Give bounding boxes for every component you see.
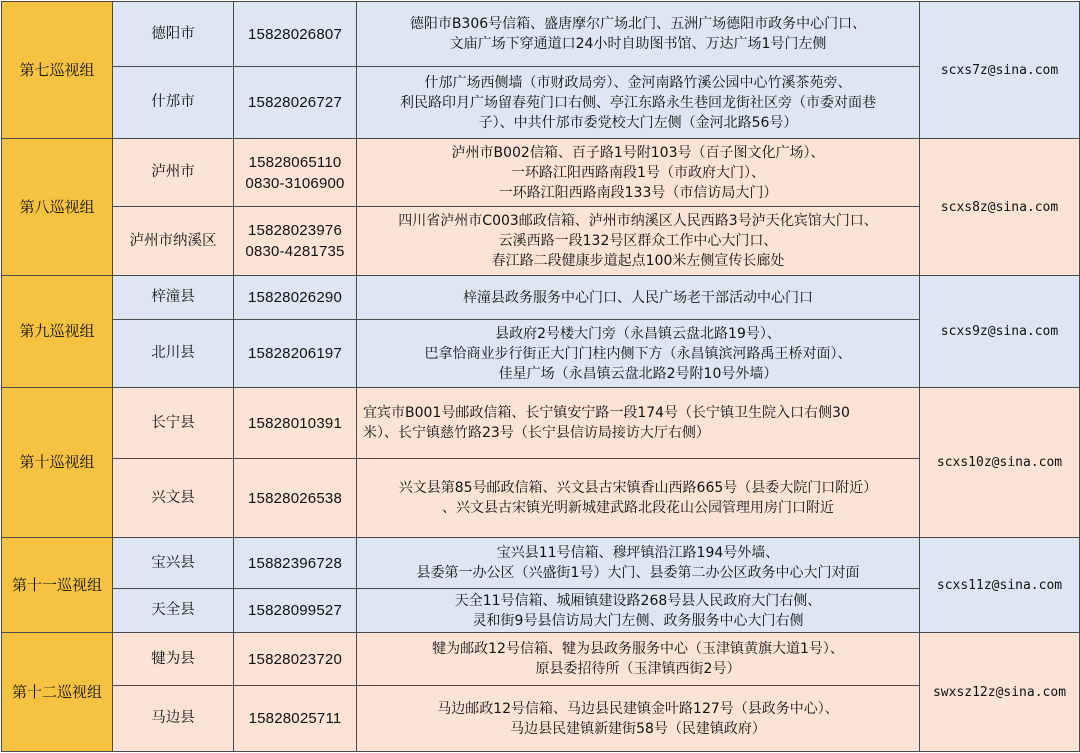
report-address: 什邡广场西侧墙（市财政局旁）、金河南路竹溪公园中心竹溪茶苑旁、 利民路印月广场留春苑门口右侧、亭江东路永生巷回龙街社区旁（市委对面巷 子）、中共什邡市委党校大门左侧（金河北路56号） (357, 67, 920, 139)
table-row (2, 388, 1080, 459)
place-name: 梓潼县 (113, 276, 234, 320)
phone-number: 15828065110 0830-3106900 (234, 139, 357, 207)
report-email: scxs8z@sina.com (920, 139, 1080, 276)
report-address: 宜宾市B001号邮政信箱、长宁镇安宁路一段174号（长宁镇卫生院入口右侧30 米）、长宁镇慈竹路23号（长宁县信访局接访大厅右侧） (357, 388, 920, 459)
table-row (2, 207, 1080, 276)
report-address: 犍为邮政12号信箱、犍为县政务服务中心（玉津镇黄旗大道1号）、 原县委招待所（玉津镇西街2号） (357, 633, 920, 686)
phone-number: 15828026290 (234, 276, 357, 320)
group-name: 第十一巡视组 (2, 538, 113, 633)
group-name: 第十二巡视组 (2, 633, 113, 752)
phone-number: 15828026538 (234, 459, 357, 538)
report-address: 宝兴县11号信箱、穆坪镇沿江路194号外墙、 县委第一办公区（兴盛街1号）大门、县委第二办公区政务中心大门对面 (357, 538, 920, 589)
group-name: 第八巡视组 (2, 139, 113, 276)
report-email: scxs11z@sina.com (920, 538, 1080, 633)
phone-number: 15828025711 (234, 686, 357, 752)
report-address: 兴文县第85号邮政信箱、兴文县古宋镇香山西路665号（县委大院门口附近） 、兴文县古宋镇光明新城建武路北段花山公园管理用房门口附近 (357, 459, 920, 538)
place-name: 宝兴县 (113, 538, 234, 589)
group-name: 第七巡视组 (2, 2, 113, 139)
report-address: 天全11号信箱、城厢镇建设路268号县人民政府大门右侧、 灵和街9号县信访局大门左侧、政务服务中心大门右侧 (357, 589, 920, 633)
phone-number: 15882396728 (234, 538, 357, 589)
report-address: 泸州市B002信箱、百子路1号附103号（百子图文化广场）、 一环路江阳西路南段1号（市政府大门）、 一环路江阳西路南段133号（市信访局大门） (357, 139, 920, 207)
inspection-contact-table (1, 1, 1080, 752)
phone-number: 15828023720 (234, 633, 357, 686)
place-name: 马边县 (113, 686, 234, 752)
report-email: swxsz12z@sina.com (920, 633, 1080, 752)
place-name: 犍为县 (113, 633, 234, 686)
place-name: 泸州市 (113, 139, 234, 207)
place-name: 德阳市 (113, 2, 234, 67)
table-row (2, 2, 1080, 67)
group-name: 第九巡视组 (2, 276, 113, 388)
report-email: scxs10z@sina.com (920, 388, 1080, 538)
table-row (2, 459, 1080, 538)
table-row (2, 320, 1080, 388)
table-row (2, 589, 1080, 633)
report-address: 梓潼县政务服务中心门口、人民广场老干部活动中心门口 (357, 276, 920, 320)
table-row (2, 67, 1080, 139)
phone-number: 15828099527 (234, 589, 357, 633)
report-address: 马边邮政12号信箱、马边县民建镇金叶路127号（县政务中心）、 马边县民建镇新建街58号（民建镇政府） (357, 686, 920, 752)
place-name: 泸州市纳溪区 (113, 207, 234, 276)
report-address: 县政府2号楼大门旁（永昌镇云盘北路19号）、 巴拿恰商业步行街正大门门柱内侧下方（永昌镇滨河路禹王桥对面）、 佳星广场（永昌镇云盘北路2号附10号外墙） (357, 320, 920, 388)
phone-number: 15828026807 (234, 2, 357, 67)
phone-number: 15828010391 (234, 388, 357, 459)
report-email: scxs7z@sina.com (920, 2, 1080, 139)
place-name: 北川县 (113, 320, 234, 388)
table-row (2, 276, 1080, 320)
report-email: scxs9z@sina.com (920, 276, 1080, 388)
place-name: 天全县 (113, 589, 234, 633)
group-name: 第十巡视组 (2, 388, 113, 538)
phone-number: 15828206197 (234, 320, 357, 388)
table-row (2, 139, 1080, 207)
table-row (2, 686, 1080, 752)
phone-number: 15828026727 (234, 67, 357, 139)
report-address: 德阳市B306号信箱、盛唐摩尔广场北门、五洲广场德阳市政务中心门口、 文庙广场下穿通道口24小时自助图书馆、万达广场1号门左侧 (357, 2, 920, 67)
report-address: 四川省泸州市C003邮政信箱、泸州市纳溪区人民西路3号泸天化宾馆大门口、 云溪西路一段132号区群众工作中心大门口、 春江路二段健康步道起点100米左侧宣传长廊处 (357, 207, 920, 276)
table-row (2, 633, 1080, 686)
place-name: 长宁县 (113, 388, 234, 459)
place-name: 兴文县 (113, 459, 234, 538)
phone-number: 15828023976 0830-4281735 (234, 207, 357, 276)
place-name: 什邡市 (113, 67, 234, 139)
table-row (2, 538, 1080, 589)
